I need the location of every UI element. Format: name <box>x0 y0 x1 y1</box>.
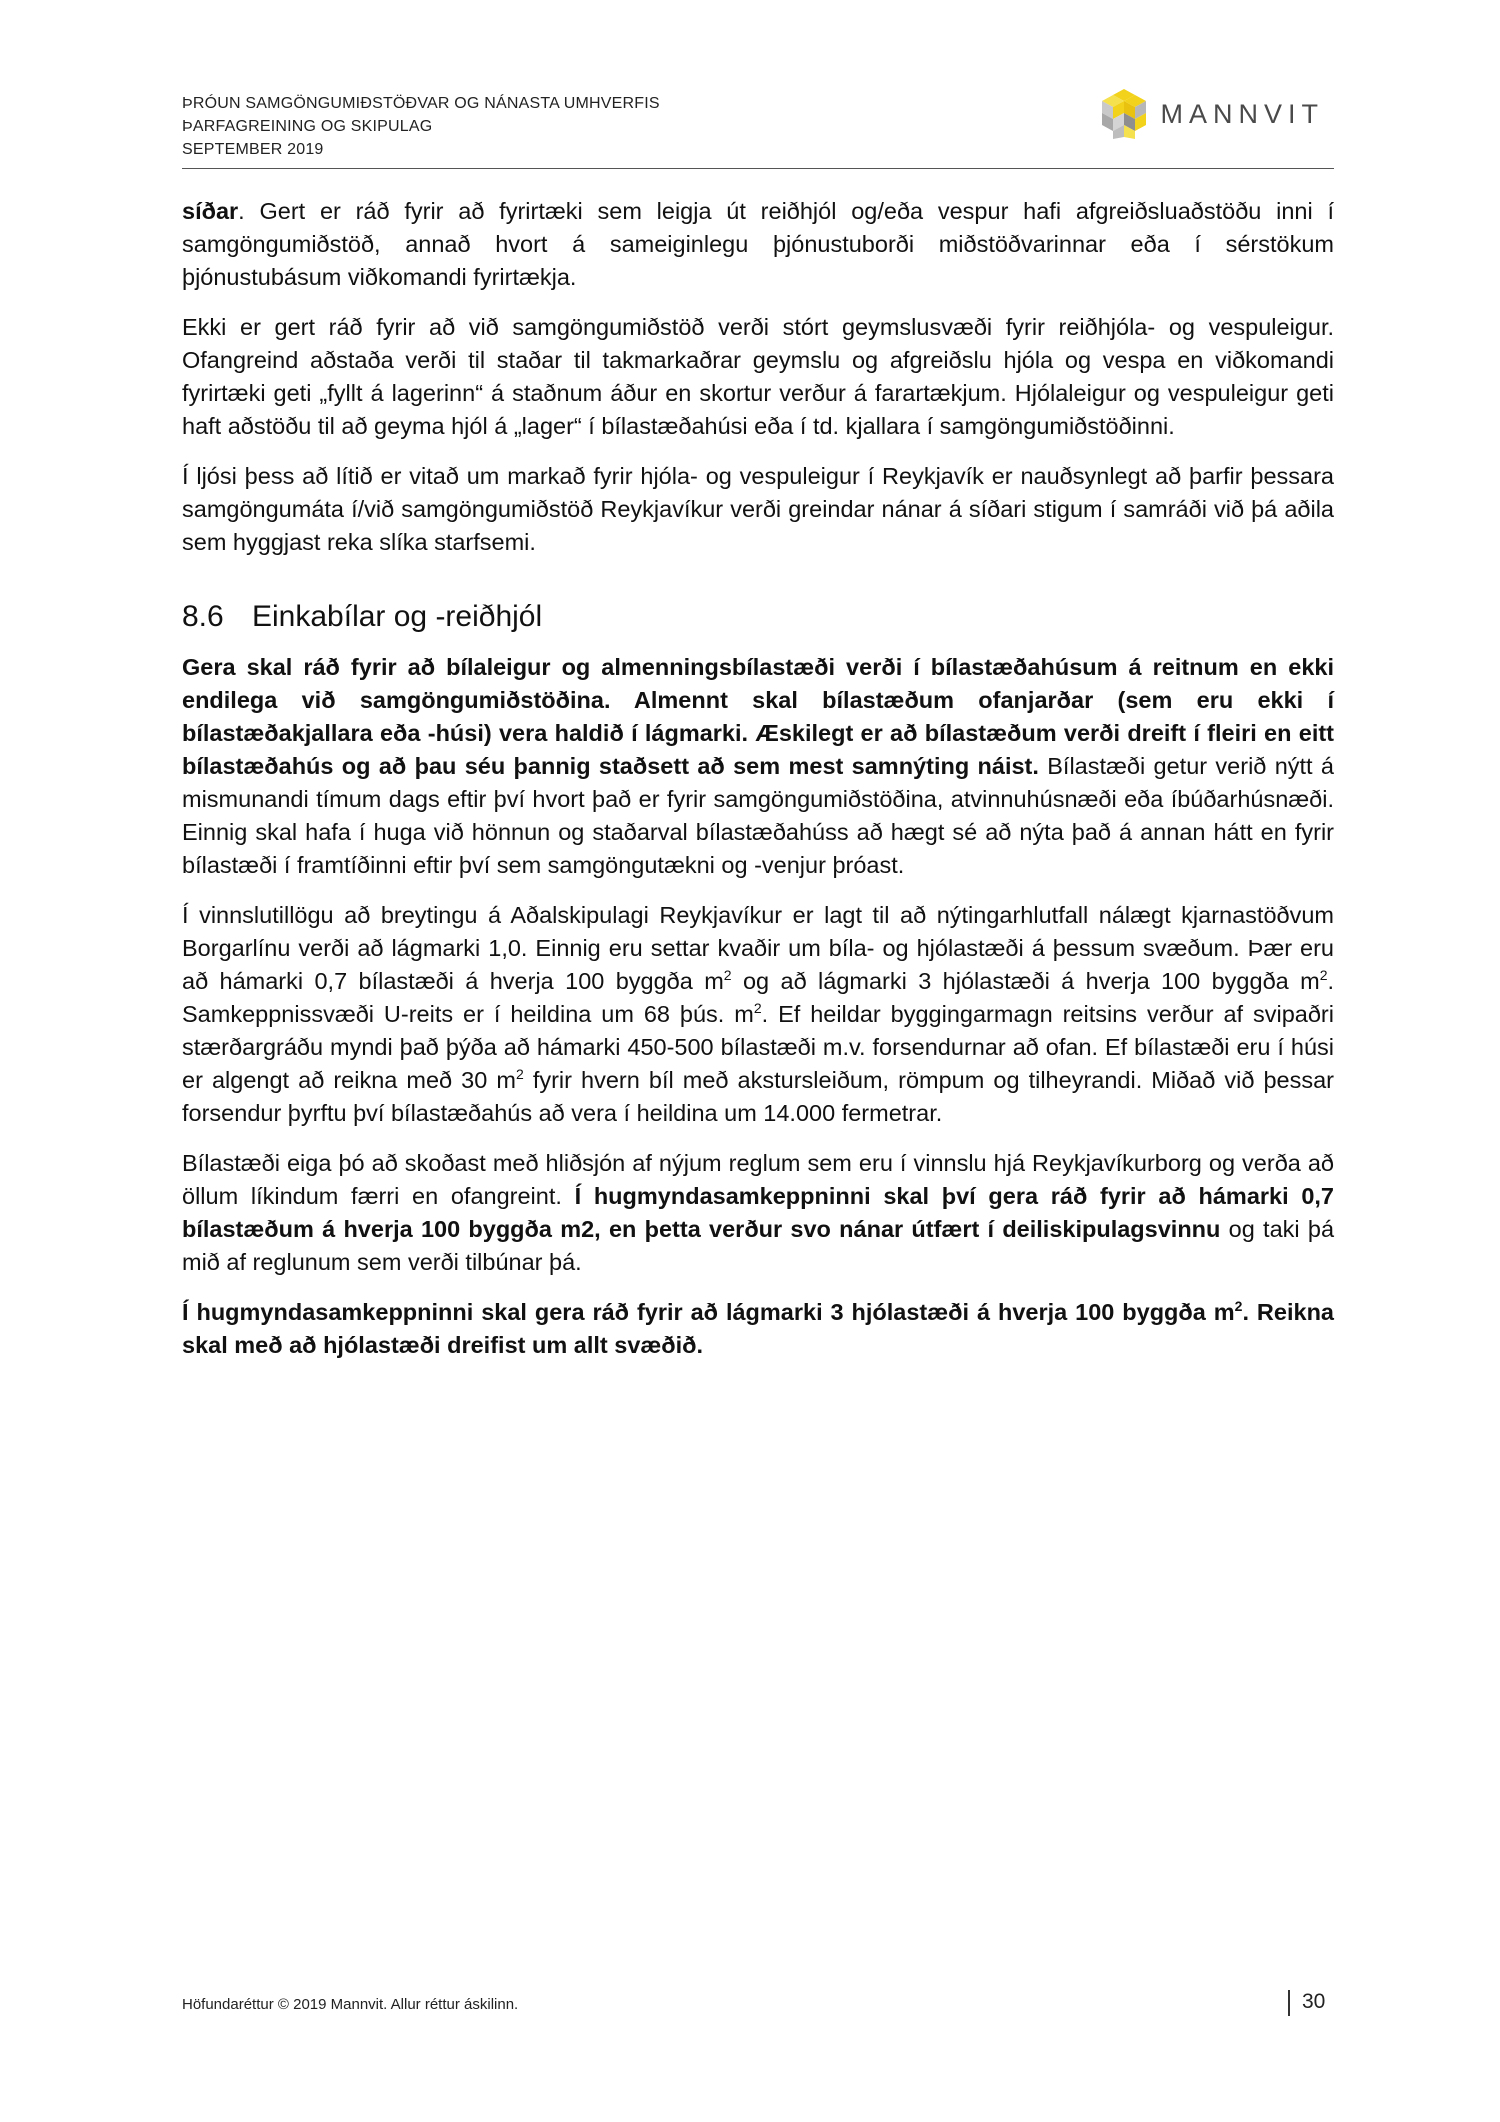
paragraph-5-part-d: . Ef heildar byggingarmagn reitsins verður af svipaðri stærðargráðu myndi það þýða að hámarki 450-500 bílastæði m.v. forsendurnar að ofan. Ef bílastæði eru í húsi er algengt að reikna með 30 m <box>182 1001 1334 1093</box>
page-footer <box>182 1990 1334 2020</box>
paragraph-5-part-a: Í vinnslutillögu að breytingu á Aðalskipulagi Reykjavíkur er lagt til að nýtingarhlutfall nálægt kjarnastöðvum Borgarlínu verði að lágmarki 1,0. Einnig eru settar kvaðir um bíla- og hjólastæði á þessum svæðum. Þær eru að hámarki 0,7 bílastæði á hverja 100 byggða m <box>182 902 1334 994</box>
paragraph-7-part-b: . Reikna skal með að hjólastæði dreifist um allt svæðið. <box>182 1299 1334 1358</box>
paragraph-6 <box>182 1147 1334 1279</box>
mannvit-logo <box>1099 86 1325 142</box>
paragraph-6-text: Bílastæði eiga þó að skoðast með hliðsjón af nýjum reglum sem eru í vinnslu hjá Reykjavíkurborg og verða að öllum líkindum færri en ofangreint. <box>182 1150 1334 1209</box>
paragraph-1 <box>182 195 1334 294</box>
paragraph-2: Ekki er gert ráð fyrir að við samgöngumiðstöð verði stórt geymslusvæði fyrir reiðhjóla- og vespuleigur. Ofangreind aðstaða verði til staðar til takmarkaðrar geymslu og afgreiðslu hjóla og vespa en viðkomandi fyrirtæki geti „fyllt á lagerinn“ á staðnum áður en skortur verður á farartækjum. Hjólaleigur og vespuleigur geti haft aðstöðu til að geyma hjól á „lager“ í bílastæðahúsi eða í td. kjallara í samgöngumiðstöðinni. <box>182 314 1334 439</box>
paragraph-6-text-end: og taki þá mið af reglunum sem verði tilbúnar þá. <box>182 1216 1335 1275</box>
superscript: 2 <box>1319 967 1328 984</box>
page-header <box>182 88 1334 169</box>
header-subtitle: ÞARFAGREINING OG SKIPULAG <box>182 118 433 135</box>
paragraph-4-bold: Gera skal ráð fyrir að bílaleigur og almenningsbílastæði verði í bílastæðahúsum á reitnum en ekki endilega við samgöngumiðstöðina. Almennt skal bílastæðum ofanjarðar (sem eru ekki í bílastæðakjallara eða -húsi) vera haldið í lágmarki. Æskilegt er að bílastæðum verði dreift í fleiri en eitt bílastæðahús og að þau séu þannig staðsett að sem mest samnýting náist. <box>182 654 1334 779</box>
section-title: Einkabílar og -reiðhjól <box>252 600 543 633</box>
copyright-notice: Höfundaréttur © 2019 Mannvit. Allur réttur áskilinn. <box>182 1996 519 2013</box>
section-number: 8.6 <box>182 600 224 633</box>
paragraph-5-part-c: . Samkeppnissvæði U-reits er í heildina um 68 þús. m <box>182 968 1335 1027</box>
header-title: ÞRÓUN SAMGÖNGUMIÐSTÖÐVAR OG NÁNASTA UMHVERFIS <box>182 95 660 112</box>
superscript: 2 <box>753 1000 762 1017</box>
paragraph-3: Í ljósi þess að lítið er vitað um markað fyrir hjóla- og vespuleigur í Reykjavík er nauðsynlegt að þarfir þessara samgöngumáta í/við samgöngumiðstöð Reykjavíkur verði greindar nánar á síðari stigum í samráði við þá aðila sem hyggjast reka slíka starfsemi. <box>182 463 1334 555</box>
page-content <box>182 195 1334 1379</box>
superscript: 2 <box>515 1066 524 1083</box>
paragraph-1-text: . Gert er ráð fyrir að fyrirtæki sem leigja út reiðhjól og/eða vespur hafi afgreiðsluaðstöðu inni í samgöngumiðstöð, annað hvort á sameiginlegu þjónustuborði miðstöðvarinnar eða í sérstökum þjónustubásum viðkomandi fyrirtækja. <box>182 198 1334 290</box>
page-number: 30 <box>1302 1990 1326 2013</box>
header-date: SEPTEMBER 2019 <box>182 141 324 158</box>
mannvit-cube-icon <box>1099 87 1149 141</box>
paragraph-4-text: Bílastæði getur verið nýtt á mismunandi tímum dags eftir því hvort það er fyrir samgöngumiðstöðina, atvinnuhúsnæði eða íbúðarhúsnæði. Einnig skal hafa í huga við hönnun og staðarval bílastæðahúss að hægt sé að nýta það á annan hátt en fyrir bílastæði í framtíðinni eftir því sem samgöngutækni og -venjur þróast. <box>182 753 1334 878</box>
paragraph-5-part-e: fyrir hvern bíl með akstursleiðum, römpum og tilheyrandi. Miðað við þessar forsendur þyrftu því bílastæðahús að vera í heildina um 14.000 fermetrar. <box>182 1067 1334 1126</box>
header-text-block <box>182 92 660 161</box>
paragraph-7-part-a: Í hugmyndasamkeppninni skal gera ráð fyrir að lágmarki 3 hjólastæði á hverja 100 byggða m <box>182 1299 1235 1325</box>
section-heading <box>182 597 1334 637</box>
paragraph-5 <box>182 899 1334 1130</box>
paragraph-1-bold: síðar <box>182 198 239 224</box>
paragraph-4 <box>182 651 1334 882</box>
superscript: 2 <box>723 967 732 984</box>
paragraph-5-part-b: og að lágmarki 3 hjólastæði á hverja 100 byggða m <box>731 968 1320 994</box>
paragraph-7-bold <box>182 1299 1334 1358</box>
paragraph-7 <box>182 1296 1334 1362</box>
footer-divider <box>1288 1990 1290 2016</box>
superscript: 2 <box>1234 1298 1243 1315</box>
logo-wordmark: MANNVIT <box>1160 98 1324 129</box>
paragraph-6-bold: Í hugmyndasamkeppninni skal því gera ráð fyrir að hámarki 0,7 bílastæðum á hverja 100 byggða m2, en þetta verður svo nánar útfært í deiliskipulagsvinnu <box>182 1183 1335 1242</box>
